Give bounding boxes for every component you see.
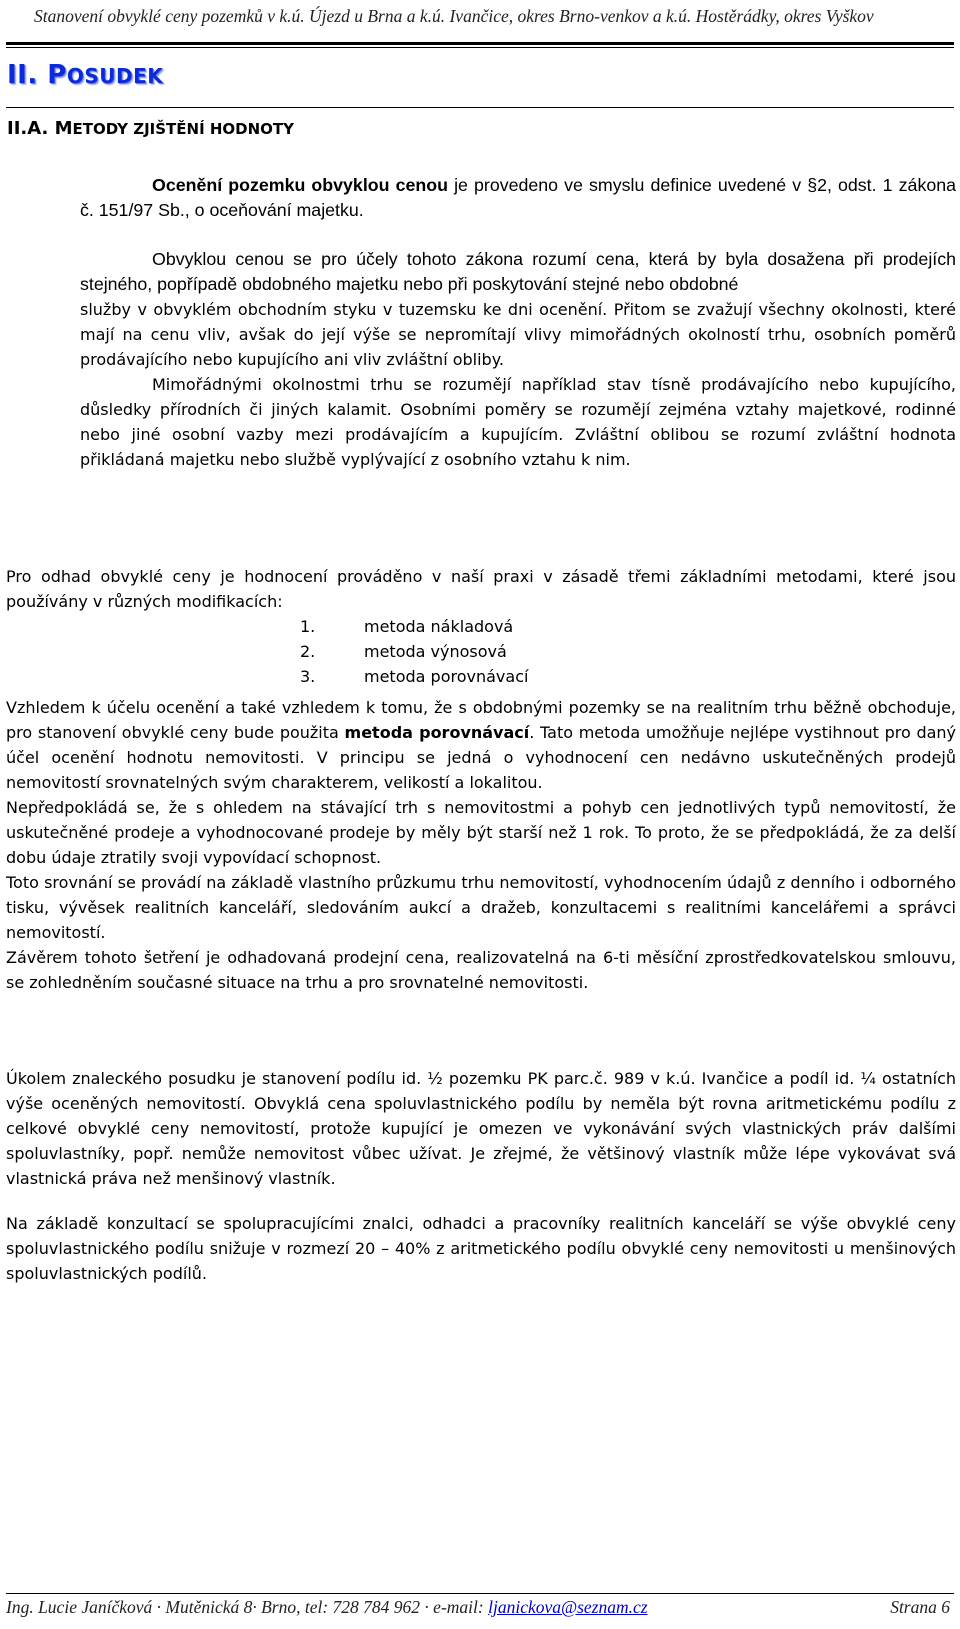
method-choice-text-a: Vzhledem k účelu ocenění a také vzhledem k tomu, že s obdobnými pozemky se na realitním trhu běžně obchoduje, pro stanovení obvyklé ceny bude použita xyxy=(6,698,956,742)
definition-paragraph-a: Obvyklou cenou se pro účely tohoto zákona rozumí cena, která by byla dosažena při prodejích stejného, popřípadě obdobného majetku nebo při poskytování stejné nebo obdobné xyxy=(80,249,956,294)
definition-paragraph-2: Mimořádnými okolnostmi trhu se rozumějí například stav tísně prodávajícího nebo kupujícího, důsledky přírodních či jiných kalamit. Osobními poměry se rozumějí zejména vztahy majetkové, rodinné nebo jiné osobní vazby mezi prodávajícím a kupujícím. Zvláštní oblibou se rozumí zvláštní hodnota přikládaná majetku nebo službě vyplývající z osobního vztahu k nim. xyxy=(80,375,956,469)
share-paragraph-block xyxy=(6,1066,956,1191)
page-number: Strana 6 xyxy=(890,1597,950,1617)
methods-list xyxy=(300,614,528,689)
running-header: Stanovení obvyklé ceny pozemků v k.ú. Újezd u Brna a k.ú. Ivančice, okres Brno-venkov a k.ú. Hostěrádky, okres Vyškov xyxy=(34,6,874,26)
method-choice-text-b: . Tato metoda umožňuje nejlépe vystihnout pro daný účel ocenění hodnotu nemovitosti. V principu se jedná o vyhodnocení cen nedávno uskutečněných prodejů nemovitostí srovnatelných svým charakterem, velikostí a lokalitou. xyxy=(6,723,957,792)
list-item xyxy=(300,614,528,639)
subsection-heading-rest: ETODY ZJIŠTĚNÍ HODNOTY xyxy=(72,120,295,138)
definition-block xyxy=(80,247,956,472)
section-heading xyxy=(7,60,163,90)
market-age-paragraph: Nepředpokládá se, že s ohledem na stávající trh s nemovitostmi a pohyb cen jednotlivých typů nemovitostí, že uskutečněné prodeje a vyhodnocované prodeje by měly být starší než 1 rok. To proto, že se předpokládá, že za delší dobu údaje ztratily svoji vypovídací schopnost. xyxy=(6,798,956,867)
conclusion-paragraph: Závěrem tohoto šetření je odhadovaná prodejní cena, realizovatelná na 6-ti měsíční zprostředkovatelskou smlouvu, se zohledněním současné situace na trhu a pro srovnatelné nemovitosti. xyxy=(6,948,956,992)
list-item-label: metoda porovnávací xyxy=(364,667,529,686)
intro-lead-rest: je provedeno ve smyslu definice uvedené v §2, odst. 1 zákona č. 151/97 Sb., o oceňování majetku. xyxy=(80,175,957,220)
list-item-label: metoda nákladová xyxy=(364,617,514,636)
section-heading-prefix: II. P xyxy=(7,60,67,90)
footer-author: Ing. Lucie Janíčková · Mutěnická 8· Brno, tel: 728 784 962 · e-mail: xyxy=(6,1597,489,1617)
discount-paragraph: Na základě konzultací se spolupracujícími znalci, odhadci a pracovníky realitních kanceláří se výše obvyklé ceny spoluvlastnického podílu snižuje v rozmezí 20 – 40% z aritmetického podílu obvyklé ceny nemovitosti u menšinových spoluvlastnických podílů. xyxy=(6,1214,956,1283)
section-heading-rest: OSUDEK xyxy=(66,64,164,88)
methods-intro xyxy=(6,564,956,614)
list-item-number: 2. xyxy=(300,642,316,661)
market-research-paragraph: Toto srovnání se provádí na základě vlastního průzkumu trhu nemovitostí, vyhodnocením údajů z denního i odborného tisku, vývěsek realitních kanceláří, sledováním aukcí a dražeb, konzultacemi s realitními kancelářemi a správci nemovitostí. xyxy=(6,873,956,942)
methods-intro-text: Pro odhad obvyklé ceny je hodnocení prováděno v naší praxi v zásadě třemi základními metodami, které jsou používány v různých modifikacích: xyxy=(6,567,956,611)
share-paragraph: Úkolem znaleckého posudku je stanovení podílu id. ½ pozemku PK parc.č. 989 v k.ú. Ivančice a podíl id. ¼ ostatních výše oceněných nemovitostí. Obvyklá cena spoluvlastnického podílu by neměla být rovna aritmetickému podílu z celkové obvyklé ceny nemovitostí, protože kupující je omezen ve vykonávání svých vlastnických práv dalšími spoluvlastníky, popř. nemůže nemovitost vůbec užívat. Je zřejmé, že většinový vlastník může lépe vykovávat svá vlastnická práva než menšinový vlastník. xyxy=(6,1069,956,1188)
definition-paragraph-b: služby v obvyklém obchodním styku v tuzemsku ke dni ocenění. Přitom se zvažují všechny okolnosti, které mají na cenu vliv, avšak do její výše se nepromítají vlivy mimořádných okolností trhu, osobních poměrů prodávajícího nebo kupujícího ani vliv zvláštní obliby. xyxy=(80,300,956,369)
method-choice-paragraph xyxy=(6,695,956,795)
list-item xyxy=(300,664,528,689)
header-rule-thick xyxy=(6,42,954,45)
subsection-heading xyxy=(7,118,294,139)
page-footer xyxy=(6,1597,950,1618)
section-heading-rule xyxy=(6,107,954,108)
method-explanation xyxy=(6,695,956,995)
intro-lead-paragraph xyxy=(80,173,956,223)
method-choice-bold: metoda porovnávací xyxy=(344,723,530,742)
list-item-number: 3. xyxy=(300,667,316,686)
intro-lead-bold: Ocenění pozemku obvyklou cenou xyxy=(152,175,448,195)
footer-rule xyxy=(6,1593,954,1594)
subsection-heading-prefix: II.A. M xyxy=(7,118,73,139)
footer-email-link[interactable]: ljanickova@seznam.cz xyxy=(488,1597,648,1617)
header-rule-thin xyxy=(6,47,954,48)
list-item xyxy=(300,639,528,664)
list-item-number: 1. xyxy=(300,617,316,636)
list-item-label: metoda výnosová xyxy=(364,642,507,661)
discount-paragraph-block xyxy=(6,1211,956,1286)
